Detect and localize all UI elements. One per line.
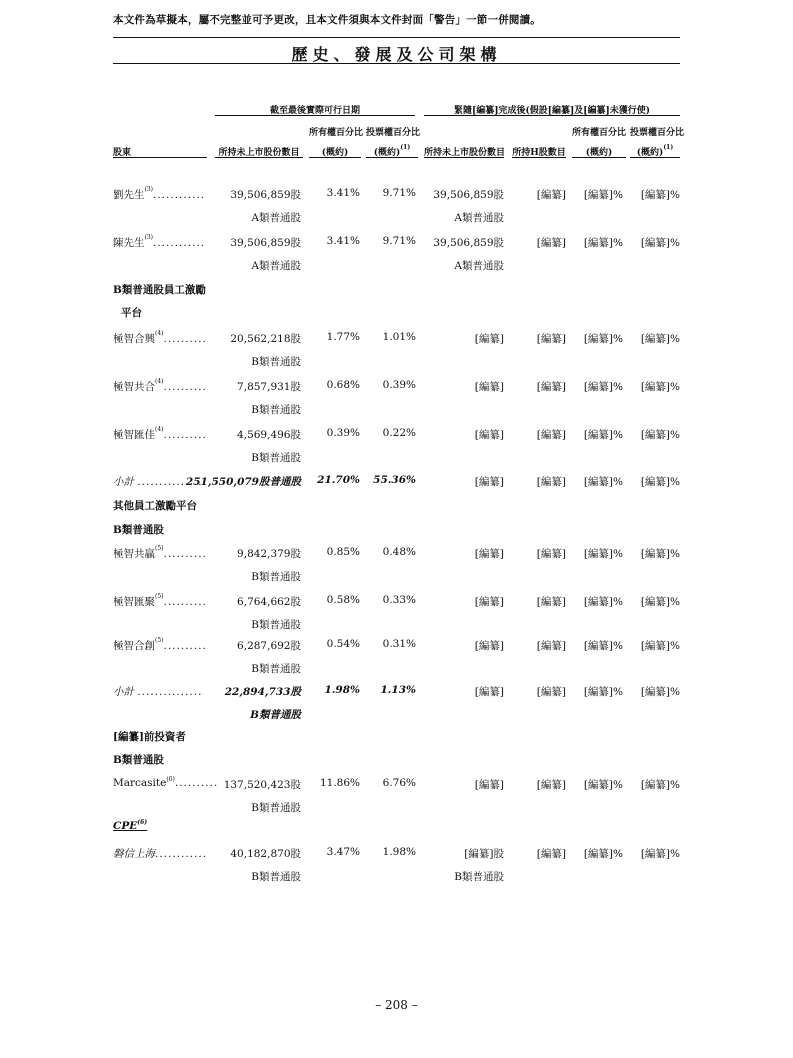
row-voting-pct-after: [編纂]% xyxy=(640,779,680,791)
row-share-class: B類普通股 xyxy=(251,571,301,583)
row-shareholder-name xyxy=(113,777,218,789)
note-mark: (1) xyxy=(400,144,411,151)
row-voting-pct-after: [編纂]% xyxy=(640,189,680,201)
row-shareholder-name xyxy=(113,846,207,861)
footnote-mark: (3) xyxy=(144,186,153,193)
leader-dots: .......... xyxy=(163,548,207,560)
row-ownership-pct: 1.77% xyxy=(326,331,360,343)
title-rule xyxy=(113,63,680,64)
note-mark-2: (1) xyxy=(663,144,674,151)
row-ownership-pct: 3.41% xyxy=(326,235,360,247)
leader-dots: ............ xyxy=(155,848,208,860)
col-voting-2: 投票權百分比 xyxy=(630,128,685,138)
row-ownership-pct: 0.39% xyxy=(326,427,360,439)
subtotal-voting-after: [編纂]% xyxy=(640,686,680,698)
footnote-mark: (5) xyxy=(155,637,164,644)
row-h-shares: [編纂] xyxy=(536,779,566,791)
row-voting-pct: 0.31% xyxy=(382,638,416,650)
leader-dots: ............... xyxy=(137,476,203,488)
row-unlisted-shares: 39,506,859股 xyxy=(230,189,301,201)
row-h-shares: [編纂] xyxy=(536,640,566,652)
leader-dots: .......... xyxy=(163,640,207,652)
row-h-shares: [編纂] xyxy=(536,429,566,441)
row-h-shares: [編纂] xyxy=(536,548,566,560)
name-text: 極智合興 xyxy=(113,333,155,345)
row-unlisted-shares-after: [編纂] xyxy=(474,333,504,345)
row-share-class: B類普通股 xyxy=(251,356,301,368)
subtotal-shares: 251,550,079股普通股 xyxy=(185,476,301,488)
row-unlisted-shares: 9,842,379股 xyxy=(237,548,301,560)
row-voting-pct: 9.71% xyxy=(382,235,416,247)
row-unlisted-shares-after: [編纂] xyxy=(474,640,504,652)
col-ownership-2: 所有權百分比 xyxy=(572,128,627,138)
col-voting: 投票權百分比 xyxy=(366,128,421,138)
row-ownership-pct-after: [編纂]% xyxy=(583,848,623,860)
col-ownership-2-approx: (概約) xyxy=(585,148,613,158)
footnote-mark: (5) xyxy=(155,593,164,600)
row-h-shares: [編纂] xyxy=(536,848,566,860)
leader-dots: .......... xyxy=(163,333,207,345)
row-share-class: B類普通股 xyxy=(251,404,301,416)
section-other-emp: 其他員工激勵平台 xyxy=(113,500,197,512)
row-unlisted-shares: 39,506,859股 xyxy=(230,237,301,249)
row-shareholder-name xyxy=(113,379,207,394)
subtotal-shares: 22,894,733股 xyxy=(224,686,301,698)
row-unlisted-shares: 7,857,931股 xyxy=(237,381,301,393)
row-ownership-pct-after: [編纂]% xyxy=(583,779,623,791)
name-text: 極智共合 xyxy=(113,381,155,393)
row-voting-pct-after: [編纂]% xyxy=(640,640,680,652)
row-share-class-after: A類普通股 xyxy=(454,212,504,224)
subtotal-h-shares: [編纂] xyxy=(536,686,566,698)
cpe-note: (6) xyxy=(137,819,148,826)
row-unlisted-shares-after: [編纂] xyxy=(474,381,504,393)
name-text: 極智合創 xyxy=(113,640,155,652)
row-unlisted-shares: 6,287,692股 xyxy=(237,640,301,652)
section-emp-b-cont: 平台 xyxy=(121,307,142,319)
approx-text-2: (概約) xyxy=(636,148,664,158)
page-title: 歷史、發展及公司架構 xyxy=(291,45,502,64)
row-ownership-pct-after: [編纂]% xyxy=(583,237,623,249)
leader-dots: .......... xyxy=(163,596,207,608)
row-voting-pct-after: [編纂]% xyxy=(640,596,680,608)
col-rule-2 xyxy=(215,157,303,158)
leader-dots: ............... xyxy=(137,686,203,698)
row-h-shares: [編纂] xyxy=(536,333,566,345)
row-h-shares: [編纂] xyxy=(536,189,566,201)
name-text: 陳先生 xyxy=(113,237,145,249)
col-rule-6 xyxy=(512,157,566,158)
group-header-right: 緊隨[編纂]完成後(假設[編纂]及[編纂]未獲行使) xyxy=(453,106,651,116)
subtotal-unlisted-after: [編纂] xyxy=(474,476,504,488)
subtotal-voting-pct: 55.36% xyxy=(373,474,416,486)
row-ownership-pct: 11.86% xyxy=(319,777,360,789)
row-ownership-pct-after: [編纂]% xyxy=(583,189,623,201)
leader-dots: .......... xyxy=(174,777,219,789)
section-emp-b: B類普通股員工激勵 xyxy=(113,284,206,296)
row-ownership-pct: 0.85% xyxy=(326,546,360,558)
footnote-mark: (4) xyxy=(155,426,164,433)
col-ownership-approx: (概約) xyxy=(321,148,349,158)
subtotal-voting-pct: 1.13% xyxy=(380,684,416,696)
row-voting-pct-after: [編纂]% xyxy=(640,548,680,560)
cpe-label: CPE xyxy=(113,820,138,832)
row-share-class: B類普通股 xyxy=(251,802,301,814)
group-header-left: 截至最後實際可行日期 xyxy=(269,106,360,116)
approx-text: (概約) xyxy=(373,148,401,158)
row-ownership-pct: 3.41% xyxy=(326,187,360,199)
subtotal-ownership-pct: 1.98% xyxy=(324,684,360,696)
row-ownership-pct: 3.47% xyxy=(326,846,360,858)
row-voting-pct: 6.76% xyxy=(382,777,416,789)
footnote-mark: (6) xyxy=(166,776,175,783)
subtotal-label xyxy=(113,684,202,699)
page-number: – 208 – xyxy=(375,998,418,1012)
col-ownership: 所有權百分比 xyxy=(309,128,364,138)
top-rule xyxy=(113,37,680,38)
row-unlisted-shares-after: [編纂] xyxy=(474,779,504,791)
row-voting-pct-after: [編纂]% xyxy=(640,237,680,249)
row-share-class: B類普通股 xyxy=(251,663,301,675)
row-shareholder-name xyxy=(113,638,207,653)
row-ownership-pct-after: [編纂]% xyxy=(583,333,623,345)
row-h-shares: [編纂] xyxy=(536,381,566,393)
row-shareholder-name xyxy=(113,331,207,346)
row-ownership-pct: 0.68% xyxy=(326,379,360,391)
row-h-shares: [編纂] xyxy=(536,237,566,249)
name-text: 極智共贏 xyxy=(113,548,155,560)
subtotal-share-class: B類普通股 xyxy=(250,709,301,721)
row-shareholder-name xyxy=(113,594,207,609)
row-ownership-pct-after: [編纂]% xyxy=(583,429,623,441)
col-unlisted: 所持未上市股份數目 xyxy=(218,148,300,158)
footnote-mark: (3) xyxy=(144,234,153,241)
row-unlisted-shares: 6,764,662股 xyxy=(237,596,301,608)
row-ownership-pct-after: [編纂]% xyxy=(583,381,623,393)
row-share-class-after: A類普通股 xyxy=(454,260,504,272)
name-text: 極智匯聚 xyxy=(113,596,155,608)
subtotal-ownership-after: [編纂]% xyxy=(583,476,623,488)
row-voting-pct-after: [編纂]% xyxy=(640,848,680,860)
row-share-class: B類普通股 xyxy=(251,871,301,883)
section-other-b: B類普通股 xyxy=(113,524,164,536)
row-unlisted-shares-after: 39,506,859股 xyxy=(433,237,504,249)
subtotal-voting-after: [編纂]% xyxy=(640,476,680,488)
col-shareholder: 股東 xyxy=(113,148,132,158)
row-unlisted-shares-after: 39,506,859股 xyxy=(433,189,504,201)
section-cpe xyxy=(113,820,147,832)
row-ownership-pct: 0.54% xyxy=(326,638,360,650)
col-rule-4 xyxy=(366,157,418,158)
row-ownership-pct-after: [編纂]% xyxy=(583,596,623,608)
draft-warning: 本文件為草擬本，屬不完整並可予更改，且本文件須與本文件封面「警告」一節一併閱讀。 xyxy=(113,14,541,26)
row-unlisted-shares: 20,562,218股 xyxy=(230,333,301,345)
col-rule-5 xyxy=(424,157,504,158)
row-ownership-pct: 0.58% xyxy=(326,594,360,606)
section-pre-investor: [編纂]前投資者 xyxy=(113,731,186,743)
col-rule-8 xyxy=(630,157,680,158)
section-pre-b: B類普通股 xyxy=(113,754,164,766)
name-text: 磐信上海 xyxy=(113,848,155,860)
leader-dots: .......... xyxy=(163,429,207,441)
col-rule-1 xyxy=(113,157,207,158)
row-voting-pct: 0.22% xyxy=(382,427,416,439)
row-voting-pct: 1.01% xyxy=(382,331,416,343)
leader-dots: ............ xyxy=(153,189,206,201)
subtotal-unlisted-after: [編纂] xyxy=(474,686,504,698)
subtotal-text: 小計 xyxy=(113,686,138,698)
name-text: Marcasite xyxy=(113,777,167,789)
row-unlisted-shares: 137,520,423股 xyxy=(223,779,301,791)
row-voting-pct-after: [編纂]% xyxy=(640,381,680,393)
footnote-mark: (4) xyxy=(155,378,164,385)
leader-dots: .......... xyxy=(163,381,207,393)
row-voting-pct: 0.48% xyxy=(382,546,416,558)
row-shareholder-name xyxy=(113,427,207,442)
row-voting-pct-after: [編纂]% xyxy=(640,333,680,345)
footnote-mark: (5) xyxy=(155,545,164,552)
row-ownership-pct-after: [編纂]% xyxy=(583,640,623,652)
row-h-shares: [編纂] xyxy=(536,596,566,608)
row-share-class: B類普通股 xyxy=(251,452,301,464)
leader-dots: ............ xyxy=(153,237,206,249)
subtotal-h-shares: [編纂] xyxy=(536,476,566,488)
group-left-rule xyxy=(215,115,415,116)
row-shareholder-name xyxy=(113,235,205,250)
col-h-shares: 所持H股數目 xyxy=(512,148,566,158)
col-rule-7 xyxy=(572,157,626,158)
row-ownership-pct-after: [編纂]% xyxy=(583,548,623,560)
row-voting-pct: 1.98% xyxy=(382,846,416,858)
col-unlisted-2: 所持未上市股份數目 xyxy=(424,148,506,158)
name-text: 劉先生 xyxy=(113,189,145,201)
col-rule-3 xyxy=(309,157,361,158)
subtotal-ownership-after: [編纂]% xyxy=(583,686,623,698)
row-unlisted-shares: 40,182,870股 xyxy=(230,848,301,860)
row-voting-pct: 9.71% xyxy=(382,187,416,199)
row-voting-pct: 0.39% xyxy=(382,379,416,391)
row-unlisted-shares: 4,569,496股 xyxy=(237,429,301,441)
row-shareholder-name xyxy=(113,546,207,561)
footnote-mark: (4) xyxy=(155,330,164,337)
row-share-class: A類普通股 xyxy=(251,260,301,272)
subtotal-text: 小計 xyxy=(113,476,138,488)
row-voting-pct: 0.33% xyxy=(382,594,416,606)
row-voting-pct-after: [編纂]% xyxy=(640,429,680,441)
name-text: 極智匯佳 xyxy=(113,429,155,441)
row-shareholder-name xyxy=(113,187,205,202)
group-right-rule xyxy=(424,115,680,116)
row-unlisted-shares-after: [編纂] xyxy=(474,548,504,560)
row-unlisted-shares-after: [編纂] xyxy=(474,596,504,608)
row-unlisted-shares-after: [編纂] xyxy=(474,429,504,441)
row-share-class-after: B類普通股 xyxy=(454,871,504,883)
subtotal-ownership-pct: 21.70% xyxy=(317,474,360,486)
row-unlisted-shares-after: [編纂]股 xyxy=(464,848,504,860)
row-share-class: A類普通股 xyxy=(251,212,301,224)
row-share-class: B類普通股 xyxy=(251,619,301,631)
